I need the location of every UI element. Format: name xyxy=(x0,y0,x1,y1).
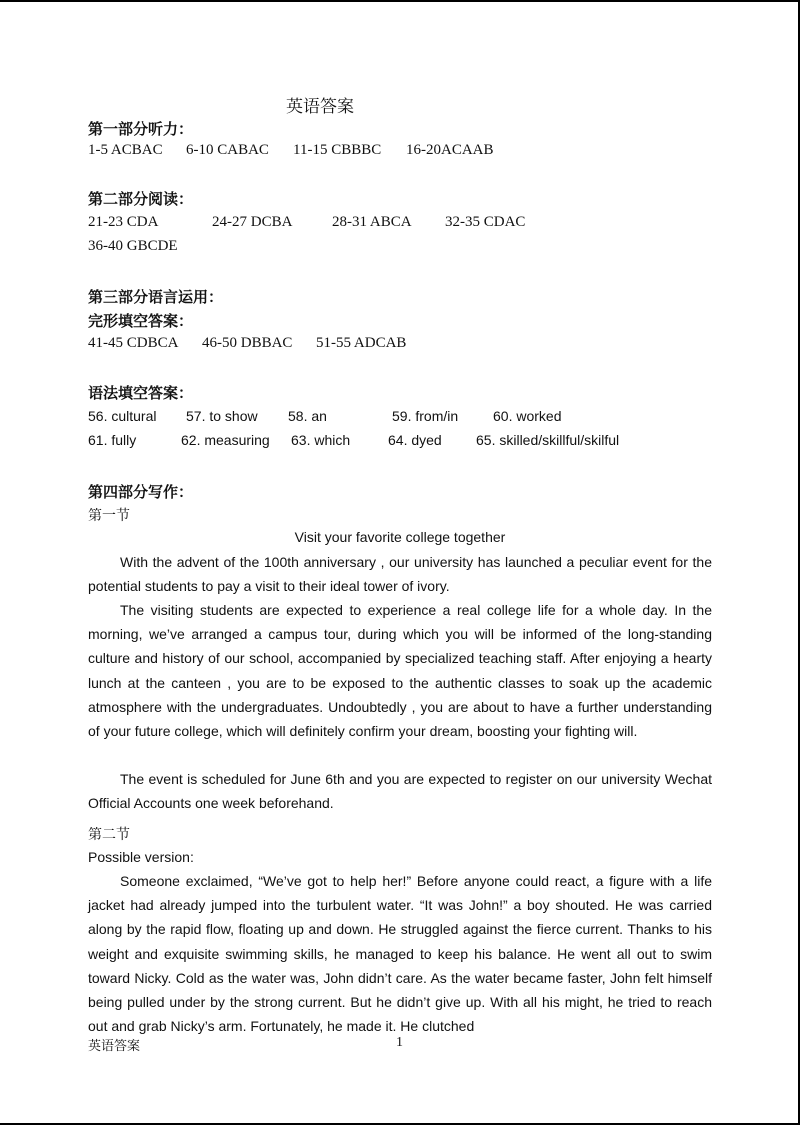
grammar-answer: 64. dyed xyxy=(388,432,442,448)
grammar-answer: 63. which xyxy=(291,432,351,448)
part2-answer: 28-31 ABCA xyxy=(332,214,412,230)
grammar-answer: 57. to show xyxy=(186,408,258,424)
grammar-answer: 60. worked xyxy=(493,408,562,424)
part3-heading: 第三部分语言运用： xyxy=(88,288,224,306)
grammar-answer: 65. skilled/skillful/skilful xyxy=(476,432,620,448)
part4-heading: 第四部分写作： xyxy=(88,483,194,501)
cloze-heading: 完形填空答案： xyxy=(88,312,194,330)
footer-label: 英语答案 xyxy=(88,1039,141,1054)
section1-label: 第一节 xyxy=(88,508,130,524)
grammar-answer: 61. fully xyxy=(88,432,137,448)
part1-answer: 1-5 ACBAC xyxy=(88,142,163,158)
cloze-answer: 41-45 CDBCA xyxy=(88,335,179,351)
part1-answer: 16-20ACAAB xyxy=(406,142,494,158)
cloze-answer: 51-55 ADCAB xyxy=(316,335,407,351)
part2-answer: 32-35 CDAC xyxy=(445,214,526,230)
part1-heading: 第一部分听力： xyxy=(88,120,194,138)
essay-title: Visit your favorite college together xyxy=(294,529,506,545)
part2-heading: 第二部分阅读： xyxy=(88,190,194,208)
page-title: 英语答案 xyxy=(286,97,354,117)
section2-label: 第二节 xyxy=(88,827,130,843)
essay-paragraph: The event is scheduled for June 6th and you are expected to register on our university Wechat Official Accounts one week beforehand. xyxy=(88,771,712,812)
part2-answer: 36-40 GBCDE xyxy=(88,238,178,254)
essay-paragraph: With the advent of the 100th anniversary , our university has launched a peculiar event for the potential students to pay a visit to their ideal tower of ivory. xyxy=(88,554,712,595)
essay-paragraph: The visiting students are expected to experience a real college life for a whole day. In the morning, we’ve arranged a campus tour, during which you will be informed of the long-standing culture and history of our school, accompanied by specialized teaching staff. After enjoying a hearty lunch at the canteen , you are to be exposed to the authentic classes to soak up the academic atmosphere with the undergraduates. Undoubtedly , you are about to have a further understanding of your future college, which will definitely confirm your dream, boosting your fighting will. xyxy=(88,602,712,740)
page-number: 1 xyxy=(396,1035,403,1050)
grammar-answer: 62. measuring xyxy=(181,432,270,448)
possible-version-label: Possible version: xyxy=(88,849,194,865)
part1-answer: 6-10 CABAC xyxy=(186,142,269,158)
page-border-top xyxy=(0,0,800,2)
grammar-answer: 58. an xyxy=(288,408,327,424)
part2-answer: 21-23 CDA xyxy=(88,214,159,230)
page-border-bottom xyxy=(0,1123,800,1125)
grammar-heading: 语法填空答案： xyxy=(88,384,194,402)
story-paragraph: Someone exclaimed, “We’ve got to help her!” Before anyone could react, a figure with a life jacket had already jumped into the turbulent water. “It was John!” a boy shouted. He was carried along by the rapid flow, floating up and down. He struggled against the fierce current. Thanks to his weight and exquisite swimming skills, he managed to keep his balance. He went all out to swim toward Nicky. Cold as the water was, John didn’t care. As the water became faster, John felt himself being pulled under by the strong current. But he didn’t give up. With all his might, he tried to reach out and grab Nicky’s arm. Fortunately, he made it. He clutched xyxy=(88,873,712,1035)
grammar-answer: 56. cultural xyxy=(88,408,157,424)
cloze-answer: 46-50 DBBAC xyxy=(202,335,293,351)
part2-answer: 24-27 DCBA xyxy=(212,214,293,230)
grammar-answer: 59. from/in xyxy=(392,408,459,424)
part1-answer: 11-15 CBBBC xyxy=(293,142,382,158)
